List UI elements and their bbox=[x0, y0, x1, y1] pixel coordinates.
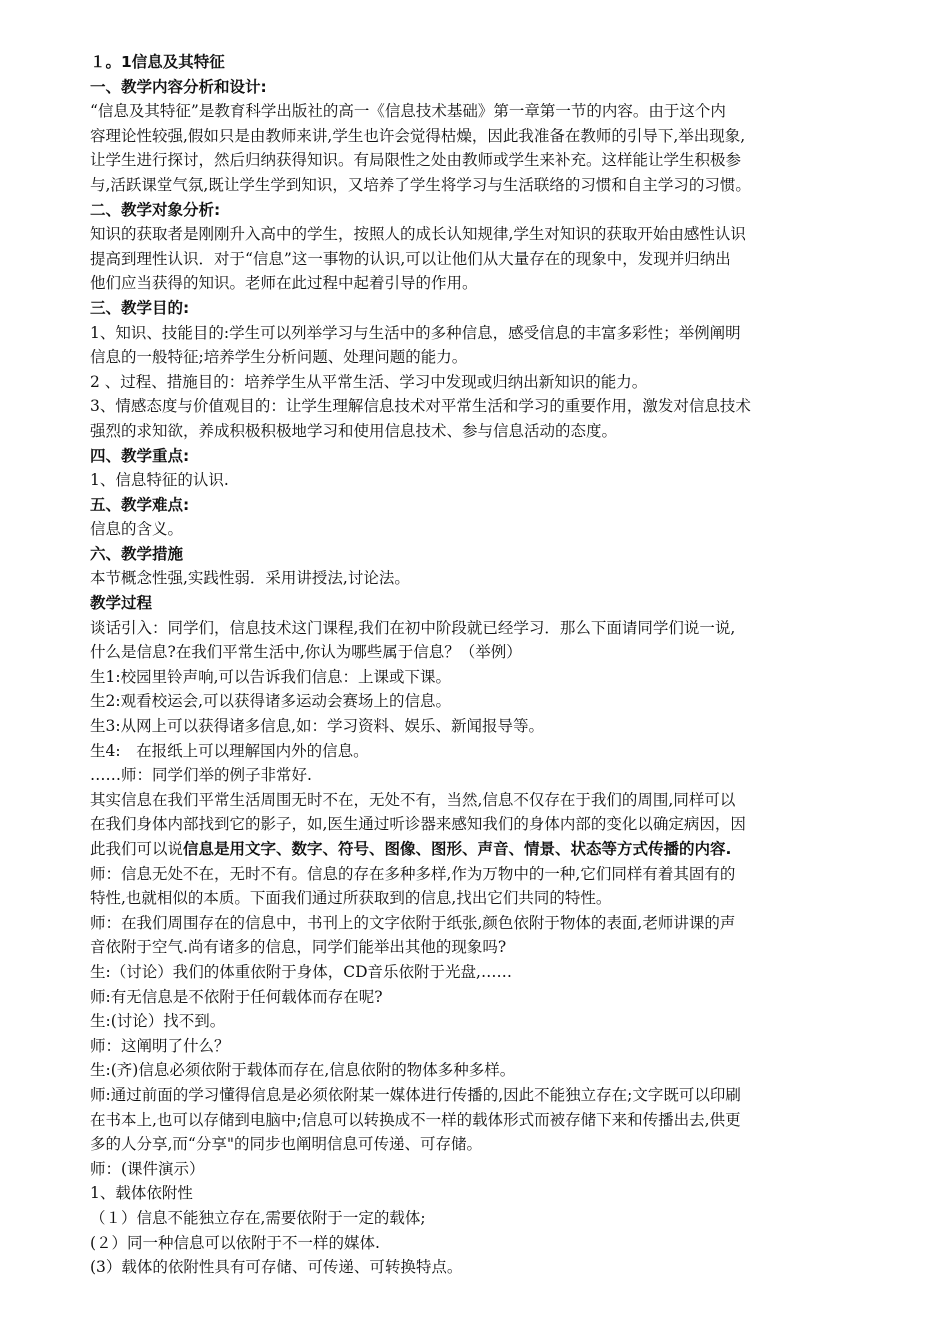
section-heading-content-analysis: 一、教学内容分析和设计: bbox=[90, 77, 267, 96]
paragraph-line: 生1:校园里铃声响,可以告诉我们信息：上课或下课。 bbox=[90, 667, 452, 686]
paragraph-line: （１）信息不能独立存在,需要依附于一定的载体; bbox=[90, 1208, 426, 1227]
paragraph-line: 音依附于空气.尚有诸多的信息，同学们能举出其他的现象吗? bbox=[90, 938, 507, 957]
paragraph-line: 与,活跃课堂气氛,既让学生学到知识，又培养了学生将学习与生活联络的习惯和自主学习的习惯。 bbox=[90, 175, 751, 194]
paragraph-line: 强烈的求知欲，养成积极积极地学习和使用信息技术、参与信息活动的态度。 bbox=[90, 421, 618, 440]
definition-line bbox=[90, 837, 910, 862]
paragraph-line: 他们应当获得的知识。老师在此过程中起着引导的作用。 bbox=[90, 274, 478, 293]
paragraph-line: 生3:从网上可以获得诸多信息,如：学习资料、娱乐、新闻报导等。 bbox=[90, 717, 545, 736]
paragraph-line: 什么是信息?在我们平常生活中,你认为哪些属于信息？（举例） bbox=[90, 643, 522, 662]
section-heading-teaching-process: 教学过程 bbox=[90, 594, 153, 613]
paragraph-line: 提高到理性认识．对于“信息”这一事物的认识,可以让他们从大量存在的现象中，发现并归纳出 bbox=[90, 249, 731, 268]
paragraph-line: 特性,也就相似的本质。下面我们通过所获取到的信息,找出它们共同的特性。 bbox=[90, 889, 612, 908]
paragraph-line: 师：这阐明了什么？ bbox=[90, 1036, 230, 1055]
paragraph-line: (２）同一种信息可以依附于不一样的媒体. bbox=[90, 1233, 380, 1252]
paragraph-line: 生2:观看校运会,可以获得诸多运动会赛场上的信息。 bbox=[90, 692, 452, 711]
paragraph-line: 本节概念性强,实践性弱．采用讲授法,讨论法。 bbox=[90, 569, 410, 588]
paragraph-line: 1、知识、技能目的:学生可以列举学习与生活中的多种信息，感受信息的丰富多彩性；举例阐明 bbox=[90, 323, 741, 342]
paragraph-line: 师：(课件演示） bbox=[90, 1159, 205, 1178]
paragraph-line: ……师：同学们举的例子非常好. bbox=[90, 766, 312, 785]
definition-prefix: 此我们可以说 bbox=[90, 840, 184, 858]
paragraph-line: 2 、过程、措施目的：培养学生从平常生活、学习中发现或归纳出新知识的能力。 bbox=[90, 372, 648, 391]
paragraph-line: 师：在我们周围存在的信息中，书刊上的文字依附于纸张,颜色依附于物体的表面,老师讲课的声 bbox=[90, 913, 736, 932]
paragraph-line: 师:有无信息是不依附于任何载体而存在呢? bbox=[90, 987, 383, 1006]
paragraph-line: 知识的获取者是刚刚升入高中的学生，按照人的成长认知规律,学生对知识的获取开始由感性认识 bbox=[90, 225, 746, 244]
paragraph-line: 1、信息特征的认识. bbox=[90, 471, 229, 490]
section-heading-objectives: 三、教学目的: bbox=[90, 298, 190, 317]
paragraph-line: (3）载体的依附性具有可存储、可传递、可转换特点。 bbox=[90, 1258, 463, 1277]
paragraph-line: 其实信息在我们平常生活周围无时不在，无处不有，当然,信息不仅存在于我们的周围,同样可以 bbox=[90, 790, 736, 809]
paragraph-line: 谈话引入：同学们，信息技术这门课程,我们在初中阶段就已经学习．那么下面请同学们说一说, bbox=[90, 618, 736, 637]
paragraph-line: 生:(齐)信息必须依附于载体而存在,信息依附的物体多种多样。 bbox=[90, 1061, 516, 1080]
section-heading-methods: 六、教学措施 bbox=[90, 544, 184, 563]
paragraph-line: 容理论性较强,假如只是由教师来讲,学生也许会觉得枯燥，因此我准备在教师的引导下,举出现象, bbox=[90, 126, 746, 145]
paragraph-line: 生:(讨论）找不到。 bbox=[90, 1012, 226, 1031]
section-heading-audience-analysis: 二、教学对象分析: bbox=[90, 200, 221, 219]
paragraph-line: 1、载体依附性 bbox=[90, 1184, 193, 1203]
paragraph-line: 生4: 在报纸上可以理解国内外的信息。 bbox=[90, 741, 369, 760]
paragraph-line: 生:（讨论）我们的体重依附于身体，CD音乐依附于光盘,…… bbox=[90, 962, 512, 981]
document-title: １。1信息及其特征 bbox=[90, 53, 225, 71]
paragraph-line: “信息及其特征”是教育科学出版社的高一《信息技术基础》第一章第一节的内容。由于这个内 bbox=[90, 102, 726, 121]
paragraph-line: 在书本上,也可以存储到电脑中;信息可以转换成不一样的载体形式而被存储下来和传播出去,供更 bbox=[90, 1110, 741, 1129]
document-page bbox=[90, 50, 910, 1280]
paragraph-line: 师：信息无处不在，无时不有。信息的存在多种多样,作为万物中的一种,它们同样有着其固有的 bbox=[90, 864, 736, 883]
definition-bold: 信息是用文字、数字、符号、图像、图形、声音、情景、状态等方式传播的内容. bbox=[183, 840, 732, 858]
paragraph-line: 多的人分享,而“分享"的同步也阐明信息可传递、可存储。 bbox=[90, 1135, 482, 1154]
paragraph-line: 信息的一般特征;培养学生分析问题、处理问题的能力。 bbox=[90, 348, 468, 367]
section-heading-key-points: 四、教学重点: bbox=[90, 446, 190, 465]
paragraph-line: 在我们身体内部找到它的影子，如,医生通过听诊器来感知我们的身体内部的变化以确定病因，因 bbox=[90, 815, 746, 834]
section-heading-difficulties: 五、教学难点: bbox=[90, 495, 190, 514]
paragraph-line: 信息的含义。 bbox=[90, 520, 184, 539]
paragraph-line: 师:通过前面的学习懂得信息是必须依附某一媒体进行传播的,因此不能独立存在;文字既可以印刷 bbox=[90, 1085, 741, 1104]
paragraph-line: 3、情感态度与价值观目的：让学生理解信息技术对平常生活和学习的重要作用，激发对信息技术 bbox=[90, 397, 751, 416]
paragraph-line: 让学生进行探讨，然后归纳获得知识。有局限性之处由教师或学生来补充。这样能让学生积极参 bbox=[90, 151, 742, 170]
